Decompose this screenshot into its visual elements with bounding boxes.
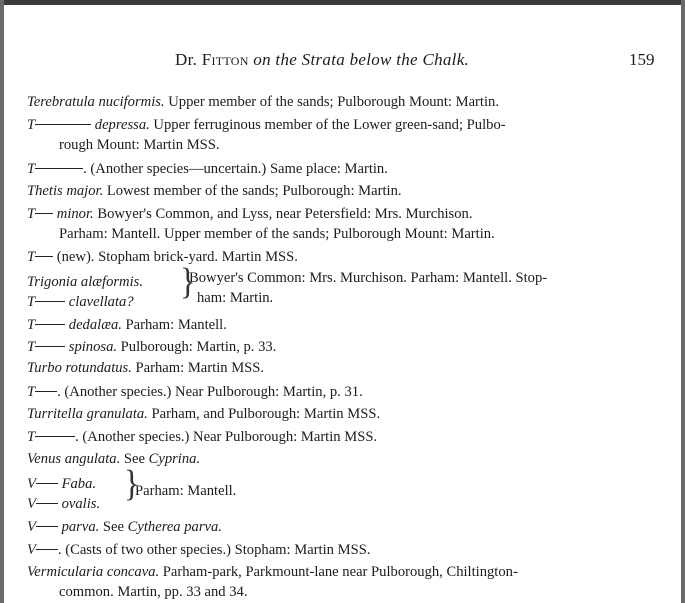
genus-dash bbox=[35, 213, 53, 214]
entry-trigonia-alaeformis: Trigonia alæformis. bbox=[27, 274, 143, 290]
genus-dash bbox=[36, 526, 58, 527]
entry-turbo-rotundatus: Turbo rotundatus. Parham: Martin MSS. bbox=[27, 360, 265, 376]
entry-trigonia-spinosa: T spinosa. Pulborough: Martin, p. 33. bbox=[27, 339, 277, 355]
entry-terebratula-uncertain: T . (Another species—uncertain.) Same place: Martin. bbox=[27, 161, 388, 177]
genus-dash bbox=[35, 436, 75, 437]
entry-trigonia-dedalaea: T dedalæa. Parham: Mantell. bbox=[27, 317, 227, 333]
entry-thetis-minor: T minor. Bowyer's Common, and Lyss, near Petersfield: Mrs. Murchison. bbox=[27, 206, 473, 222]
genus-dash bbox=[36, 549, 58, 550]
entry-continuation: common. Martin, pp. 33 and 34. bbox=[59, 584, 248, 600]
genus-dash bbox=[35, 124, 91, 125]
genus-dash bbox=[35, 256, 53, 257]
brace: } bbox=[180, 260, 196, 302]
entry-turbo-another: T . (Another species.) Near Pulborough: Martin, p. 31. bbox=[27, 384, 363, 400]
genus-dash bbox=[35, 301, 65, 302]
trigonia-shared-locality: Bowyer's Common: Mrs. Murchison. Parham: Mantell. Stop- bbox=[189, 270, 548, 286]
top-border bbox=[0, 0, 685, 5]
entry-turritella-another: T . (Another species.) Near Pulborough: Martin MSS. bbox=[27, 429, 378, 445]
entry-continuation: rough Mount: Martin MSS. bbox=[59, 137, 220, 153]
entry-venus-ovalis: V ovalis. bbox=[27, 496, 101, 512]
entry-turritella-granulata: Turritella granulata. Parham, and Pulborough: Martin MSS. bbox=[27, 406, 381, 422]
page-number: 159 bbox=[629, 50, 655, 69]
entry-thetis-new: T (new). Stopham brick-yard. Martin MSS. bbox=[27, 249, 298, 265]
left-border bbox=[0, 0, 4, 603]
title-prefix: Dr. bbox=[175, 50, 202, 69]
entry-venus-parva: V parva. See Cytherea parva. bbox=[27, 519, 222, 535]
genus-dash bbox=[36, 483, 58, 484]
entry-venus-angulata: Venus angulata. See Cyprina. bbox=[27, 451, 201, 467]
title-rest: on the Strata below the Chalk. bbox=[248, 50, 470, 69]
page-header bbox=[0, 50, 685, 74]
genus-dash bbox=[35, 324, 65, 325]
genus-dash bbox=[35, 391, 57, 392]
entry-terebratula-depressa: T depressa. Upper ferruginous member of the Lower green-sand; Pulbo- bbox=[27, 117, 506, 133]
right-border bbox=[681, 0, 685, 603]
entry-venus-faba: V Faba. bbox=[27, 476, 97, 492]
entry-continuation: Parham: Mantell. Upper member of the sands; Pulborough Mount: Martin. bbox=[59, 226, 495, 242]
running-title bbox=[175, 50, 469, 70]
brace: } bbox=[124, 462, 140, 504]
venus-shared-locality: Parham: Mantell. bbox=[135, 483, 237, 499]
genus-dash bbox=[35, 346, 65, 347]
entry-thetis-major: Thetis major. Lowest member of the sands; Pulborough: Martin. bbox=[27, 183, 402, 199]
entry-trigonia-clavellata: T clavellata? bbox=[27, 294, 134, 310]
entry-terebratula-nuciformis: Terebratula nuciformis. Upper member of the sands; Pulborough Mount: Martin. bbox=[27, 94, 499, 110]
entry-vermicularia-concava: Vermicularia concava. Parham-park, Parkmount-lane near Pulborough, Chiltington- bbox=[27, 564, 518, 580]
genus-dash bbox=[36, 503, 58, 504]
trigonia-shared-locality-cont: ham: Martin. bbox=[197, 290, 274, 306]
entry-venus-casts: V . (Casts of two other species.) Stopham: Martin MSS. bbox=[27, 542, 371, 558]
title-author: Fitton bbox=[201, 50, 249, 69]
genus-dash bbox=[35, 168, 83, 169]
